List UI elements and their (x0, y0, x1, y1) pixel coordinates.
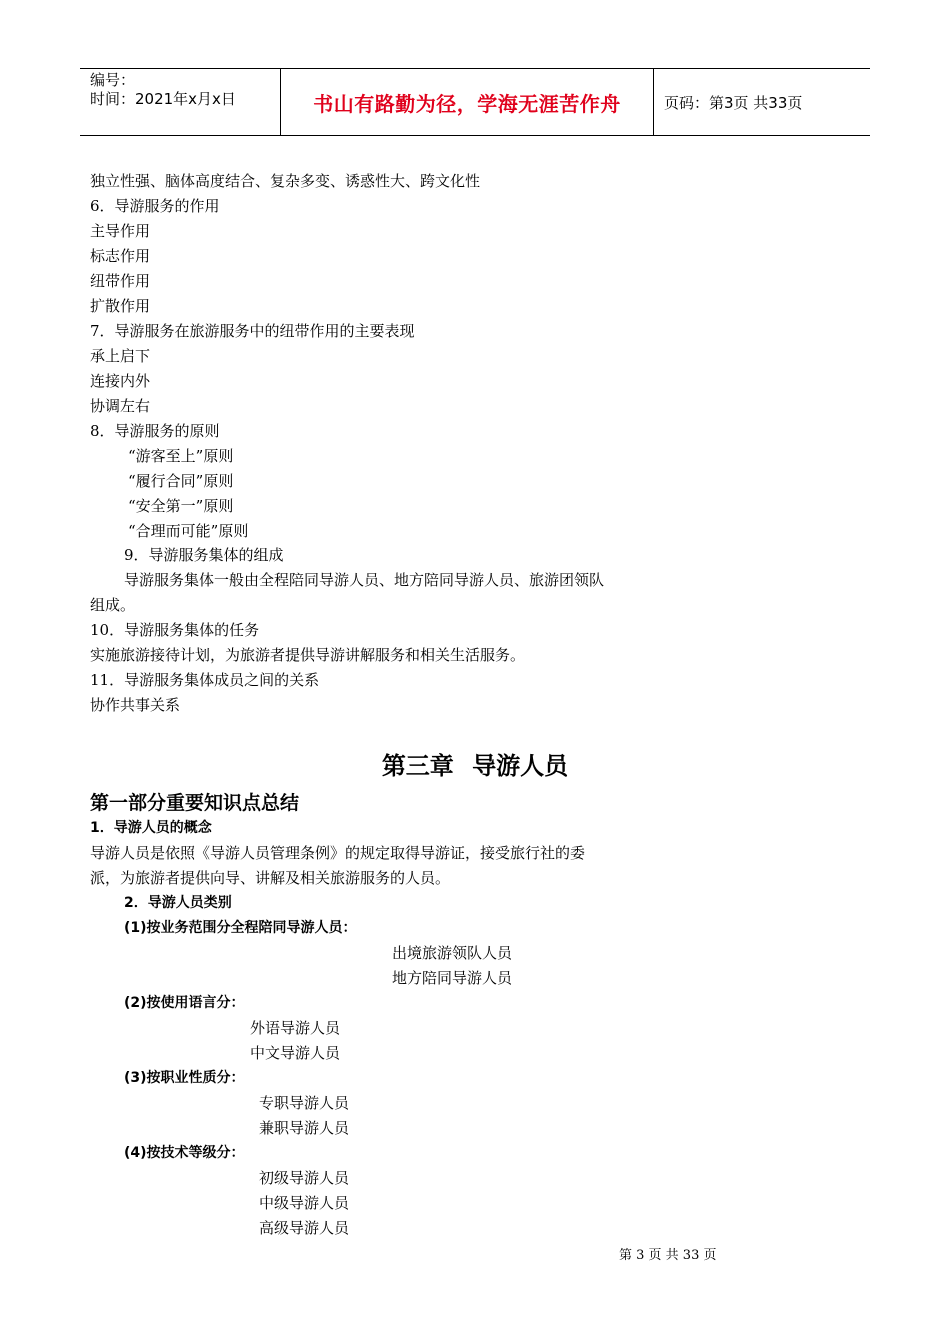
list-item: “安全第一”原则 (128, 497, 234, 515)
list-item: 专职导游人员 (259, 1094, 350, 1112)
paragraph-line: 导游人员是依照《导游人员管理条例》的规定取得导游证，接受旅行社的委 (90, 844, 586, 862)
category-heading: (1)按业务范围分全程陪同导游人员： (124, 920, 357, 936)
category-heading: (4)按技术等级分： (124, 1145, 245, 1161)
question-10: 10．导游服务集体的任务 (90, 621, 260, 639)
paragraph-line: 协作共事关系 (90, 696, 181, 714)
chapter3-question-2: 2．导游人员类别 (124, 895, 232, 911)
features-line: 独立性强、脑体高度结合、复杂多变、诱惑性大、跨文化性 (90, 172, 481, 190)
list-item: 标志作用 (90, 247, 151, 265)
list-item: “合理而可能”原则 (128, 522, 249, 540)
list-item: 纽带作用 (90, 272, 151, 290)
list-item: 高级导游人员 (259, 1219, 350, 1237)
question-7: 7．导游服务在旅游服务中的纽带作用的主要表现 (90, 322, 415, 340)
paragraph-line: 组成。 (90, 596, 136, 614)
list-item: 中文导游人员 (250, 1044, 341, 1062)
paragraph-line: 实施旅游接待计划，为旅游者提供导游讲解服务和相关生活服务。 (90, 646, 526, 664)
header-motto: 书山有路勤为径，学海无涯苦作舟 (281, 69, 654, 135)
list-item: 外语导游人员 (250, 1019, 341, 1037)
list-item: 协调左右 (90, 397, 151, 415)
list-item: “游客至上”原则 (128, 447, 234, 465)
list-item: 地方陪同导游人员 (392, 969, 513, 987)
time-label: 时间：2021年x月x日 (90, 90, 236, 108)
question-9: 9．导游服务集体的组成 (124, 546, 284, 564)
list-item: 扩散作用 (90, 297, 151, 315)
chapter3-question-1: 1．导游人员的概念 (90, 820, 212, 836)
chapter-title: 第三章 导游人员 (381, 752, 569, 780)
list-item: 主导作用 (90, 222, 151, 240)
page-footer: 第 3 页 共 33 页 (619, 1248, 717, 1263)
question-6: 6．导游服务的作用 (90, 197, 220, 215)
list-item: 连接内外 (90, 372, 151, 390)
header-left-cell (80, 69, 281, 135)
list-item: 兼职导游人员 (259, 1119, 350, 1137)
list-item: “履行合同”原则 (128, 472, 234, 490)
category-heading: (3)按职业性质分： (124, 1070, 245, 1086)
header-page-label: 页码：第3页 共33页 (664, 93, 803, 112)
list-item: 中级导游人员 (259, 1194, 350, 1212)
paragraph-line: 派，为旅游者提供向导、讲解及相关旅游服务的人员。 (90, 869, 451, 887)
paragraph-line: 导游服务集体一般由全程陪同导游人员、地方陪同导游人员、旅游团领队 (124, 571, 605, 589)
page-header (80, 68, 870, 136)
list-item: 出境旅游领队人员 (392, 944, 513, 962)
question-8: 8．导游服务的原则 (90, 422, 220, 440)
question-11: 11．导游服务集体成员之间的关系 (90, 671, 320, 689)
list-item: 承上启下 (90, 347, 151, 365)
category-heading: (2)按使用语言分： (124, 995, 245, 1011)
part-title: 第一部分重要知识点总结 (90, 792, 300, 814)
list-item: 初级导游人员 (259, 1169, 350, 1187)
number-label: 编号： (90, 71, 136, 89)
